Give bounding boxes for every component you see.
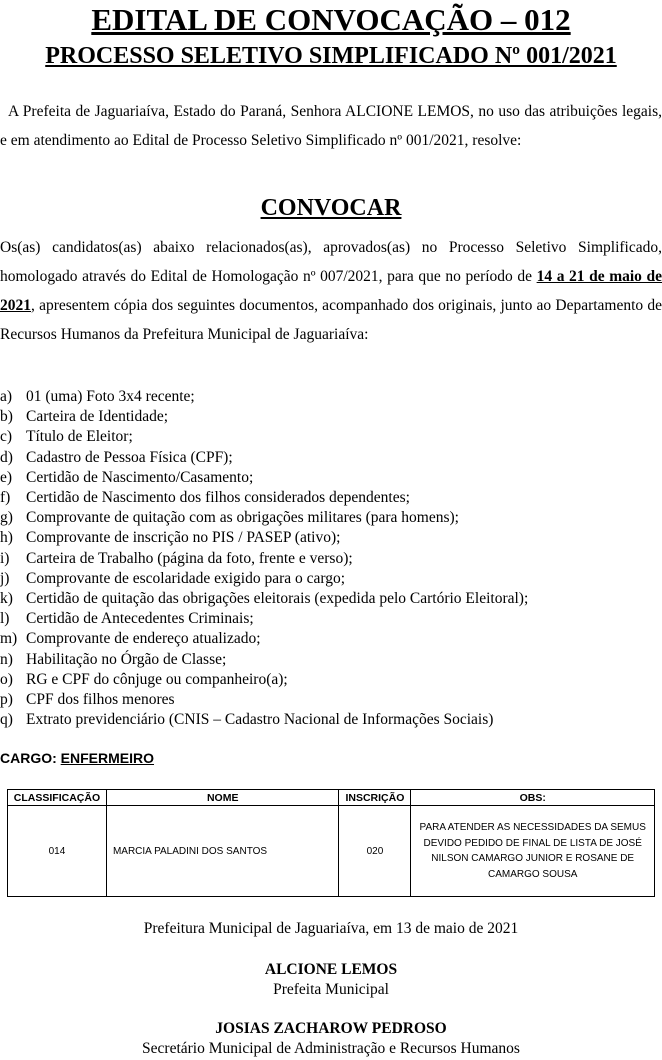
document-text: Certidão de Antecedentes Criminais;	[26, 610, 254, 628]
document-letter: c)	[0, 428, 13, 446]
document-text: Título de Eleitor;	[26, 428, 133, 446]
document-text: Extrato previdenciário (CNIS – Cadastro Nacional de Informações Sociais)	[26, 711, 494, 729]
cargo-value: ENFERMEIRO	[60, 750, 155, 766]
document-letter: o)	[0, 670, 13, 688]
document-item	[0, 609, 662, 629]
signer2-role: Secretário Municipal de Administração e Recursos Humanos	[142, 1040, 520, 1057]
column-header-inscricao: INSCRIÇÃO	[339, 790, 411, 806]
cell-obs: PARA ATENDER AS NECESSIDADES DA SEMUS DEVIDO PEDIDO DE FINAL DE LISTA DE JOSÉ NILSON CAMARGO JUNIOR E ROSANE DE CAMARGO SOUSA	[411, 806, 655, 897]
place-date: Prefeitura Municipal de Jaguariaíva, em 13 de maio de 2021	[143, 920, 519, 937]
document-subtitle: PROCESSO SELETIVO SIMPLIFICADO Nº 001/2021	[45, 43, 617, 69]
results-table	[7, 789, 655, 897]
intro-paragraph: A Prefeita de Jaguariaíva, Estado do Paraná, Senhora ALCIONE LEMOS, no uso das atribuições legais, e em atendimento ao Edital de Processo Seletivo Simplificado nº 001/2021, resolve:	[0, 103, 662, 149]
document-text: Comprovante de inscrição no PIS / PASEP (ativo);	[26, 529, 341, 547]
document-letter: d)	[0, 448, 13, 466]
document-letter: k)	[0, 590, 13, 608]
document-letter: j)	[0, 569, 10, 587]
document-letter: h)	[0, 529, 13, 547]
document-text: Comprovante de escolaridade exigido para o cargo;	[26, 569, 346, 587]
cell-nome: MARCIA PALADINI DOS SANTOS	[106, 806, 339, 897]
column-header-nome: NOME	[106, 790, 339, 806]
document-item	[0, 448, 662, 468]
document-item	[0, 508, 662, 528]
cell-classificacao: 014	[8, 806, 107, 897]
document-item	[0, 569, 662, 589]
document-item	[0, 549, 662, 569]
document-text: 01 (uma) Foto 3x4 recente;	[26, 388, 195, 405]
document-letter: b)	[0, 408, 13, 426]
body-dates: 14 a 21 de maio de 2021	[0, 268, 662, 314]
document-item	[0, 387, 662, 407]
document-item	[0, 488, 662, 508]
document-letter: e)	[0, 468, 13, 486]
document-letter: a)	[0, 388, 13, 405]
document-text: Certidão de Nascimento dos filhos considerados dependentes;	[26, 489, 410, 507]
document-text: RG e CPF do cônjuge ou companheiro(a);	[26, 670, 288, 688]
document-item	[0, 589, 662, 609]
document-text: CPF dos filhos menores	[26, 691, 175, 709]
column-header-obs: OBS:	[411, 790, 655, 806]
document-item	[0, 468, 662, 488]
document-text: Cadastro de Pessoa Física (CPF);	[26, 448, 233, 466]
document-text: Carteira de Identidade;	[26, 408, 169, 426]
document-item	[0, 407, 662, 427]
document-text: Certidão de Nascimento/Casamento;	[26, 468, 254, 486]
document-title: EDITAL DE CONVOCAÇÃO – 012	[91, 2, 571, 37]
column-header-classificacao: CLASSIFICAÇÃO	[8, 790, 107, 806]
document-item	[0, 528, 662, 548]
body-text-before: Os(as) candidatos(as) abaixo relacionados(as), aprovados(as) no Processo Seletivo Simplificado, homologado através do Edital de Homologação nº 007/2021, para que no período de	[0, 239, 662, 285]
document-item	[0, 629, 662, 649]
document-letter: g)	[0, 509, 13, 527]
table-header-row	[8, 790, 655, 806]
document-text: Certidão de quitação das obrigações eleitorais (expedida pelo Cartório Eleitoral);	[26, 590, 529, 608]
document-letter: q)	[0, 711, 13, 729]
document-item	[0, 650, 662, 670]
documents-list	[0, 387, 662, 730]
signer1-name: ALCIONE LEMOS	[264, 961, 398, 978]
cell-inscricao: 020	[339, 806, 411, 897]
body-paragraph	[0, 233, 662, 349]
document-letter: p)	[0, 691, 13, 709]
document-text: Habilitação no Órgão de Classe;	[26, 650, 227, 668]
document-letter: i)	[0, 549, 10, 567]
document-text: Carteira de Trabalho (página da foto, frente e verso);	[26, 549, 353, 567]
convocar-heading: CONVOCAR	[260, 195, 402, 221]
document-letter: f)	[0, 489, 11, 507]
signer2-name: JOSIAS ZACHAROW PEDROSO	[215, 1020, 447, 1037]
document-text: Comprovante de quitação com as obrigações militares (para homens);	[26, 509, 459, 527]
body-text-after: , apresentem cópia dos seguintes documentos, acompanhado dos originais, junto ao Departamento de Recursos Humanos da Prefeitura Municipal de Jaguariaíva:	[0, 297, 662, 343]
document-item	[0, 670, 662, 690]
document-letter: n)	[0, 650, 13, 668]
document-letter: l)	[0, 610, 10, 628]
signer1-role: Prefeita Municipal	[273, 981, 389, 998]
document-letter: m)	[0, 630, 18, 648]
table-row	[8, 806, 655, 897]
cargo-label: CARGO:	[0, 750, 61, 766]
cargo-line	[0, 750, 154, 766]
document-item	[0, 710, 662, 730]
document-item	[0, 427, 662, 447]
document-text: Comprovante de endereço atualizado;	[26, 630, 261, 648]
document-item	[0, 690, 662, 710]
